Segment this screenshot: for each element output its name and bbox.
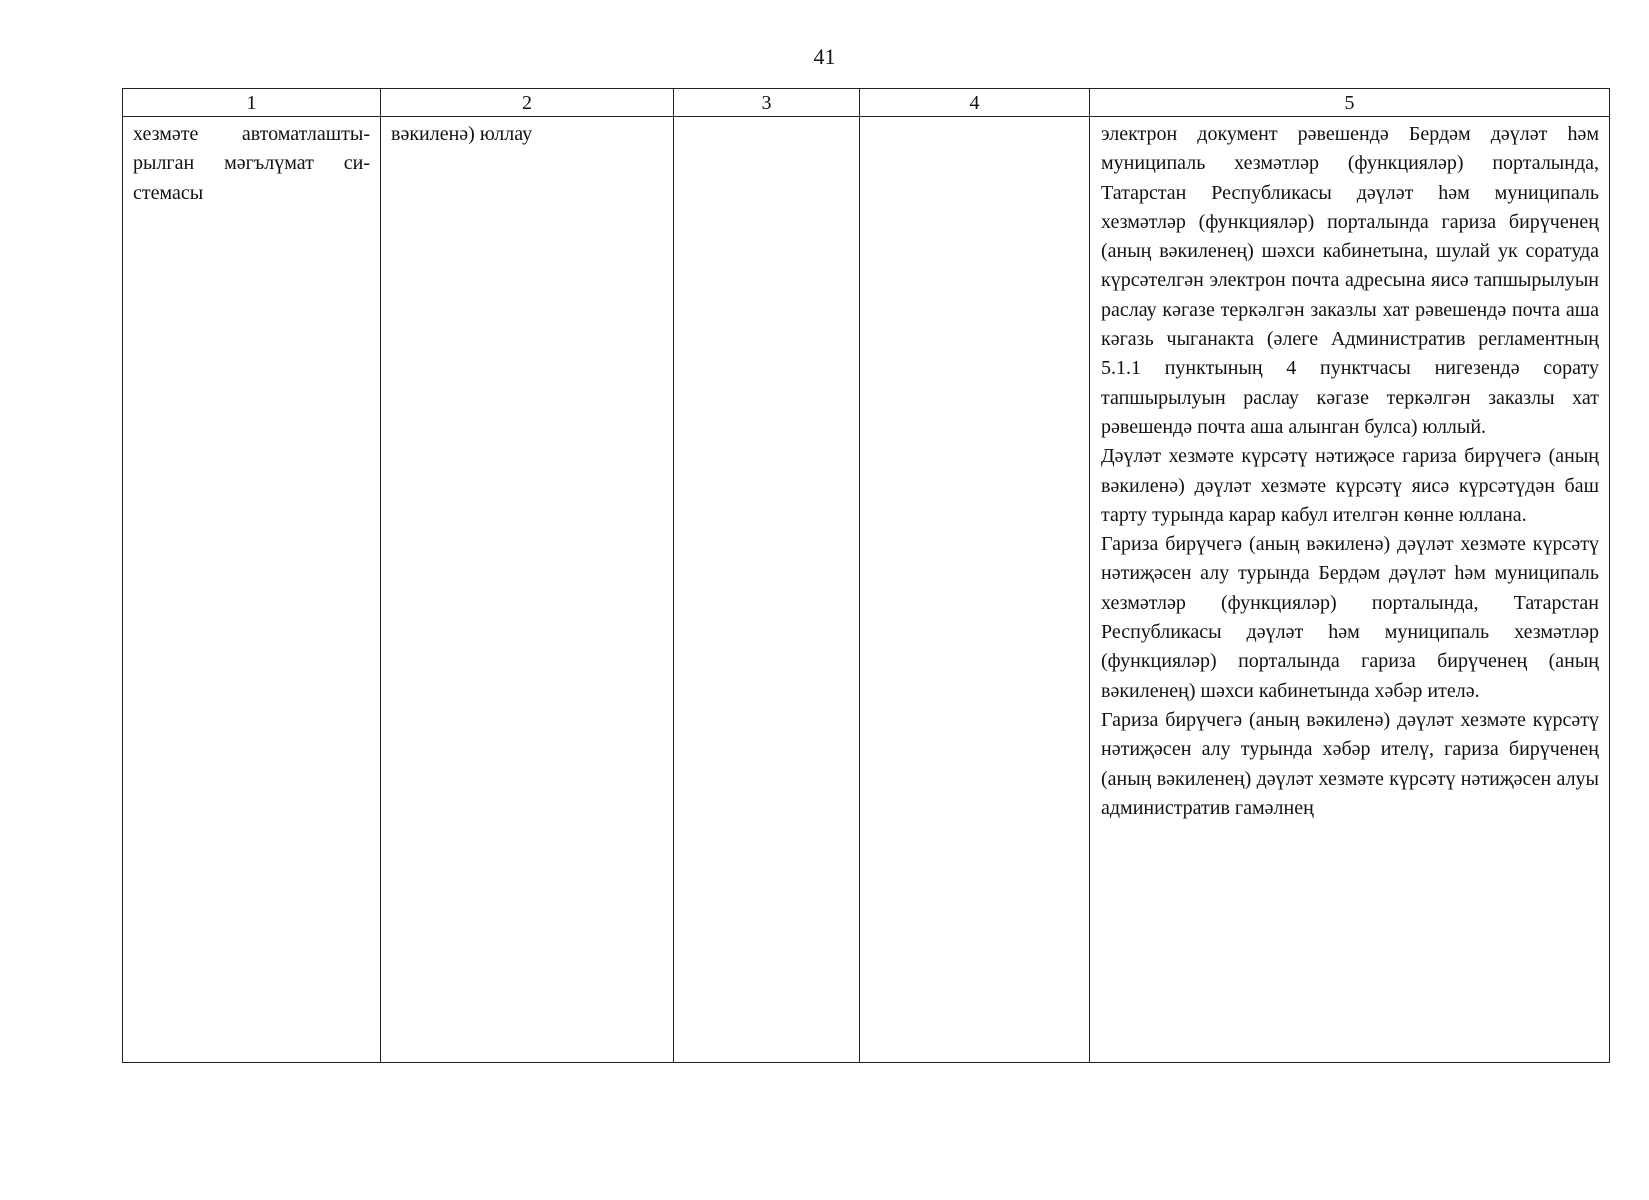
paragraph-3: Гариза бирүчегә (аның вәкиленә) дәүләт хезмәте күрсәтү нәтиҗәсен алу турында Бердәм дәүләт һәм муниципаль хезмәтләр (функцияләр) порталында, Татарстан Республикасы дәүләт һәм муниципаль хезмәтләр (функцияләр) порталында гариза бирүченең (аның вәкиленең) шәхси кабинетында хәбәр ителә. — [1101, 533, 1599, 702]
column-header-1: 1 — [123, 89, 381, 117]
paragraph-2: Дәүләт хезмәте күрсәтү нәтиҗәсе гариза бирүчегә (аның вәкиленә) дәүләт хезмәте күрсәтү яисә күрсәтүдән баш тарту турында карар кабул ителгән көнне юллана. — [1101, 445, 1599, 526]
paragraph-1: электрон документ рәвешендә Бердәм дәүләт һәм муниципаль хезмәтләр (функцияләр) порталында, Татарстан Республикасы дәүләт һәм муниципаль хезмәтләр (функцияләр) порталында гариза бирүченең (аның вәкиленең) шәхси кабинетына, шулай ук соратуда күрсәтелгән электрон почта адресына яисә тапшырылуын раслау кәгазе теркәлгән заказлы хат рәвешендә почта аша кәгазь чыганакта (әлеге Административ регламентның 5.1.1 пунктының 4 пунктчасы нигезендә сорату тапшырылуын раслау кәгазе теркәлгән заказлы хат рәвешендә почта аша алынган булса) юллый. — [1101, 123, 1599, 438]
column-header-3: 3 — [674, 89, 860, 117]
cell-column-3 — [674, 117, 860, 1063]
document-table — [122, 88, 1610, 1063]
page-number: 41 — [813, 44, 836, 69]
cell-column-4 — [860, 117, 1090, 1063]
column-header-4: 4 — [860, 89, 1090, 117]
cell-column-1 — [123, 117, 381, 1063]
cell-column-3-text — [674, 117, 859, 120]
column-header-5: 5 — [1090, 89, 1610, 117]
cell-column-5 — [1090, 117, 1610, 1063]
table-row — [123, 117, 1610, 1063]
cell-column-4-text — [860, 117, 1089, 120]
cell-column-2 — [381, 117, 674, 1063]
paragraph-4: Гариза бирүчегә (аның вәкиленә) дәүләт хезмәте күрсәтү нәтиҗәсен алу турында хәбәр ителү, гариза бирүченең (аның вәкиленең) дәүләт хезмәте күрсәтү нәтиҗәсен алуы административ гамәлнең — [1101, 708, 1599, 819]
column-header-2: 2 — [381, 89, 674, 117]
cell-column-2-text: вәкиленә) юллау — [391, 123, 533, 145]
cell-column-1-text: хезмәте автоматлашты-рылган мәгълүмат си-стемасы — [133, 123, 370, 204]
table-header-row — [123, 89, 1610, 117]
